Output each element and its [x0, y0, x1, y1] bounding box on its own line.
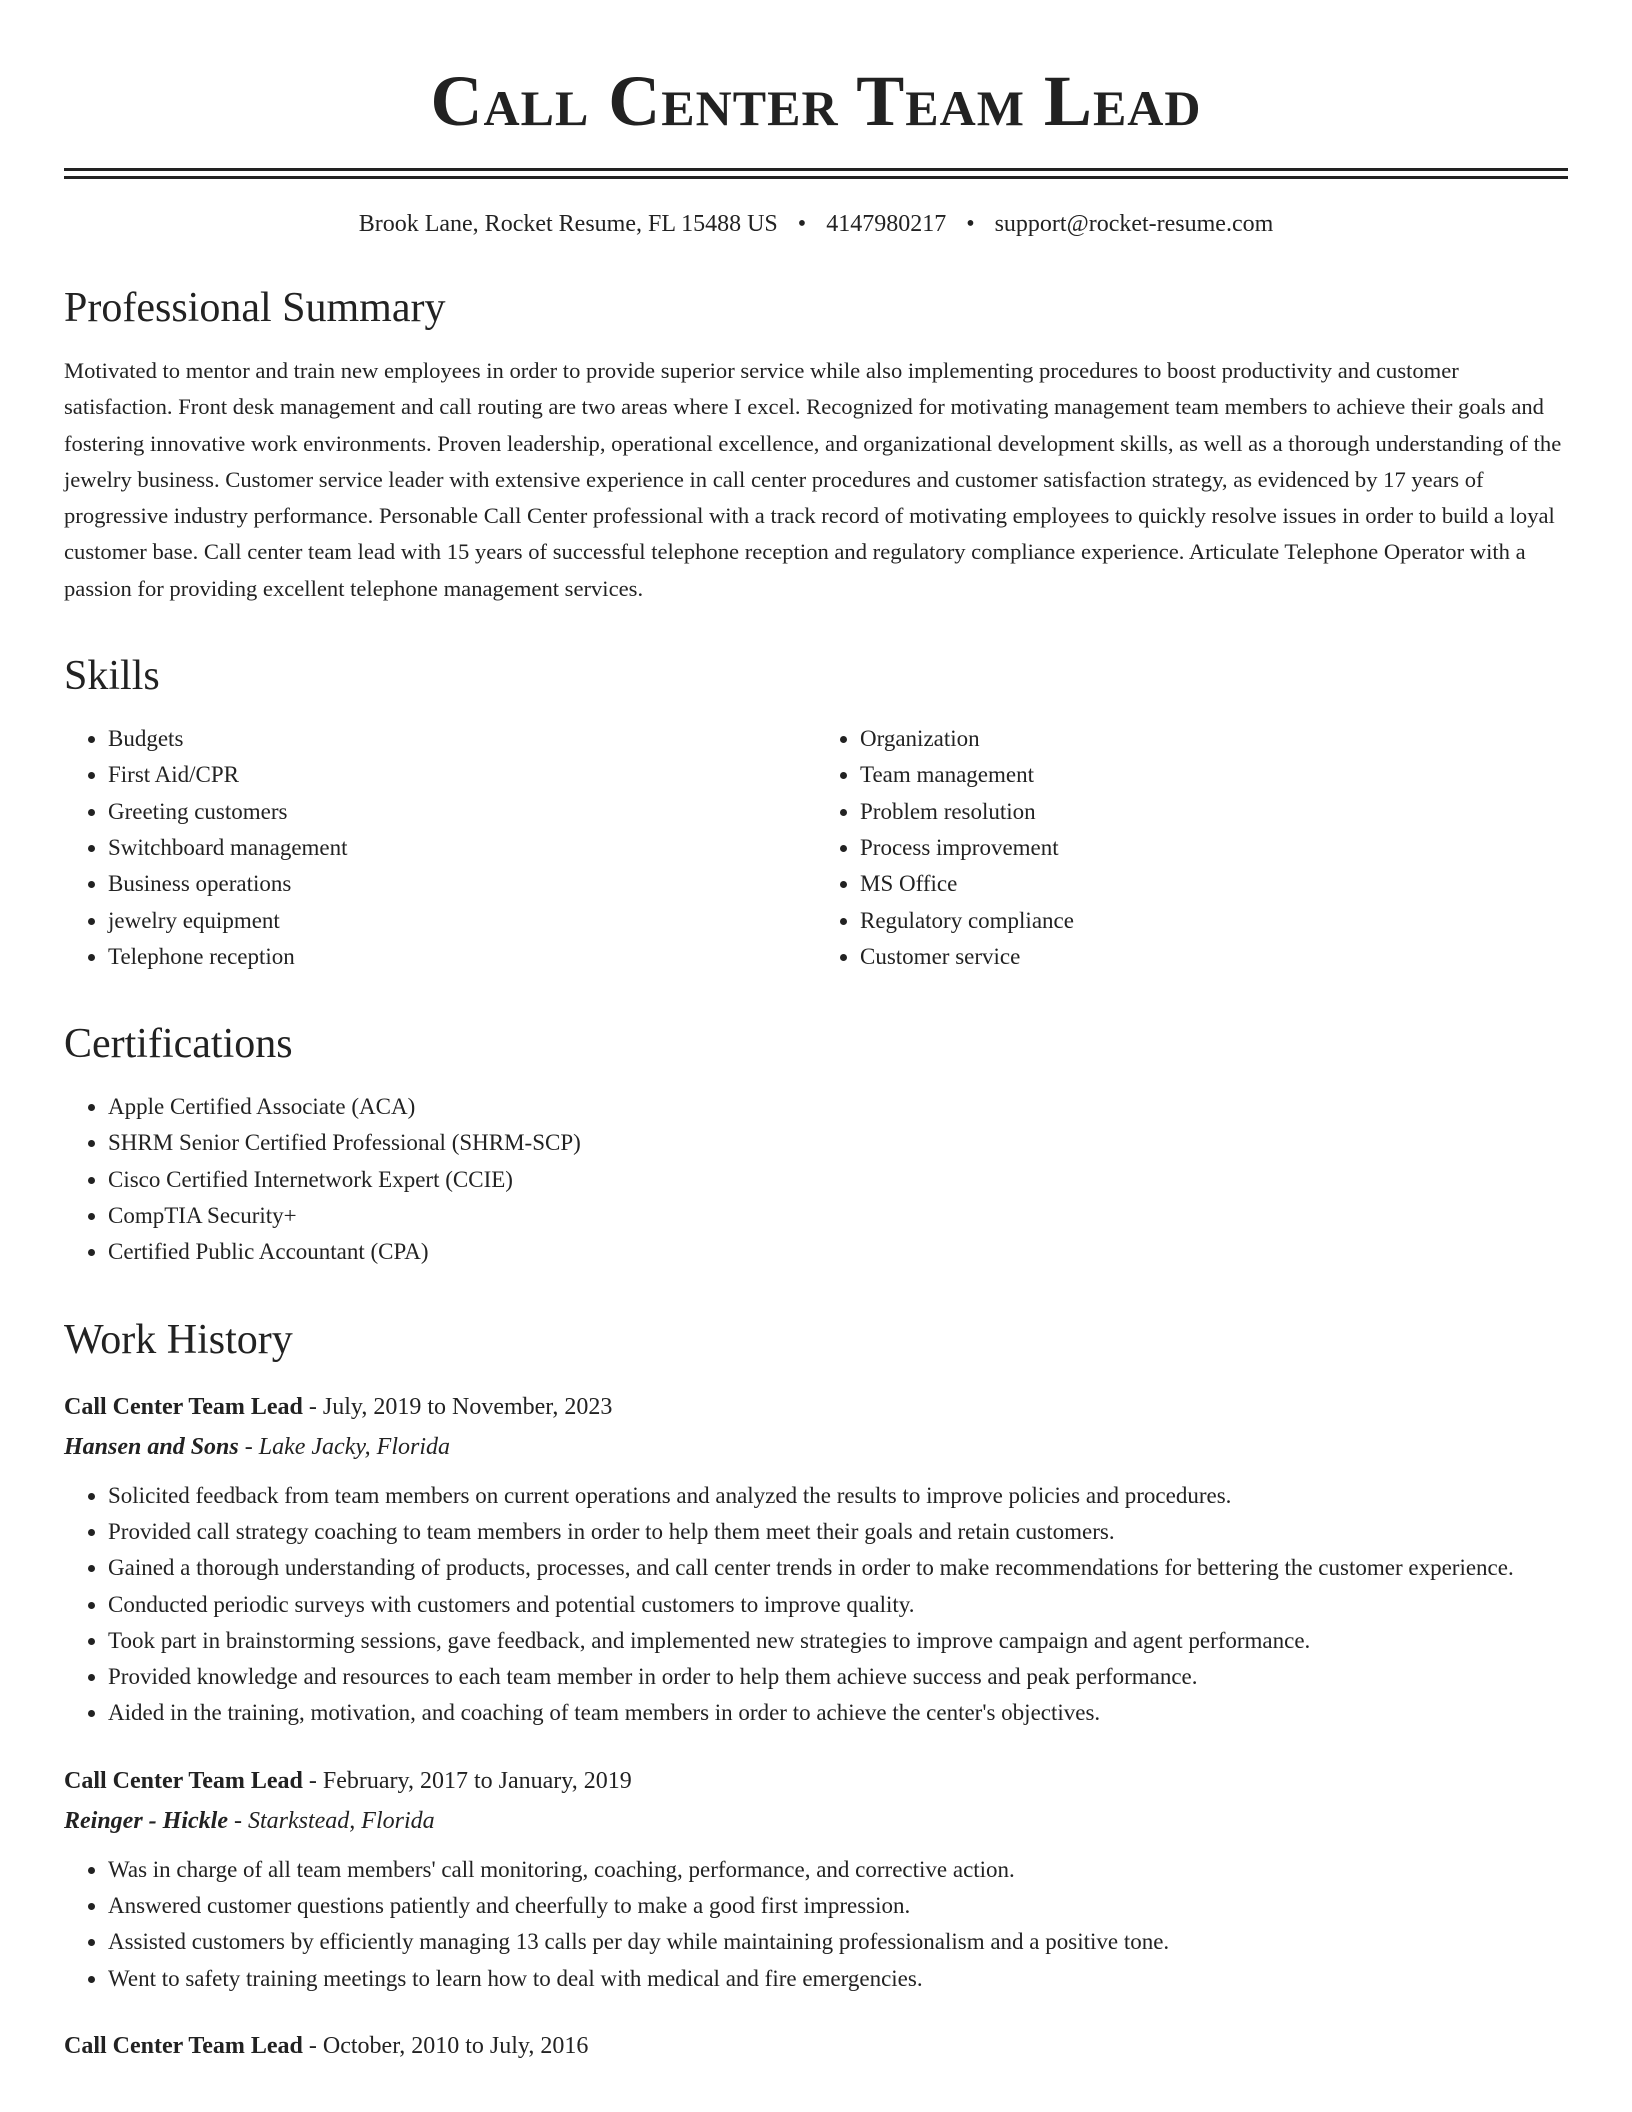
work-history-heading: Work History — [64, 1316, 293, 1363]
job-bullet: • Gained a thorough understanding of products, processes, and call center trends in order to make recommendations for bettering the customer experience. — [108, 1550, 1568, 1586]
summary-text: Motivated to mentor and train new employees in order to provide superior service while also implementing procedures to boost productivity and customer satisfaction. Front desk management and call routing are two areas where I excel. Recognized for motivating management team members to achieve their goals and fostering innovative work environments. Proven leadership, operational excellence, and organizational development skills, as well as a thorough understanding of the jewelry business. Customer service leader with extensive experience in call center procedures and customer satisfaction strategy, as evidenced by 17 years of progressive industry performance. Personable Call Center professional with a track record of motivating employees to quickly resolve issues in order to build a loyal customer base. Call center team lead with 15 years of successful telephone reception and regulatory compliance experience. Articulate Telephone Operator with a passion for providing excellent telephone management services. — [64, 358, 1562, 601]
skill-item: • Organization — [860, 721, 1568, 757]
certification-item: • SHRM Senior Certified Professional (SHRM-SCP) — [108, 1125, 1568, 1161]
skill-item: • Team management — [860, 757, 1568, 793]
job-dates: - February, 2017 to January, 2019 — [302, 1767, 632, 1794]
skill-item: • MS Office — [860, 866, 1568, 902]
certifications-heading: Certifications — [64, 1021, 293, 1068]
job-bullets — [64, 1852, 1568, 1997]
job-title: Call Center Team Lead — [64, 1393, 303, 1420]
job-bullet: • Took part in brainstorming sessions, gave feedback, and implemented new strategies to improve campaign and agent performance. — [108, 1623, 1568, 1659]
job-bullet: • Conducted periodic surveys with customers and potential customers to improve quality. — [108, 1587, 1568, 1623]
skill-item: • Greeting customers — [108, 794, 816, 830]
skill-item: • Regulatory compliance — [860, 903, 1568, 939]
job-bullet: • Provided knowledge and resources to each team member in order to help them achieve success and peak performance. — [108, 1659, 1568, 1695]
skill-item: • Budgets — [108, 721, 816, 757]
job-title-line — [64, 1387, 1568, 1427]
contact-line — [64, 209, 1568, 239]
skill-item: • Process improvement — [860, 830, 1568, 866]
certification-item: • Cisco Certified Internetwork Expert (CCIE) — [108, 1162, 1568, 1198]
certifications-list — [64, 1089, 1568, 1270]
skill-item: • jewelry equipment — [108, 903, 816, 939]
job-bullet: • Assisted customers by efficiently managing 13 calls per day while maintaining professionalism and a positive tone. — [108, 1924, 1568, 1960]
job-employer-line — [64, 1427, 1568, 1467]
job-title: Call Center Team Lead — [64, 2032, 303, 2059]
resume-name: Call Center Team Lead — [430, 61, 1202, 141]
job-entry — [64, 1761, 1568, 1997]
job-bullet: • Provided call strategy coaching to team members in order to help them meet their goals and retain customers. — [108, 1514, 1568, 1550]
skill-item: • First Aid/CPR — [108, 757, 816, 793]
job-location: - Lake Jacky, Florida — [238, 1433, 451, 1460]
contact-address: Brook Lane, Rocket Resume, FL 15488 US — [358, 211, 778, 237]
header-divider — [64, 168, 1568, 179]
job-bullets — [64, 1478, 1568, 1732]
job-bullet: • Aided in the training, motivation, and coaching of team members in order to achieve the center's objectives. — [108, 1695, 1568, 1731]
skill-item: • Switchboard management — [108, 830, 816, 866]
summary-heading: Professional Summary — [64, 285, 446, 331]
job-title-line — [64, 2026, 1568, 2066]
skill-item: • Problem resolution — [860, 794, 1568, 830]
certification-item: • Certified Public Accountant (CPA) — [108, 1234, 1568, 1270]
contact-email: support@rocket-resume.com — [994, 211, 1274, 237]
job-bullet: • Went to safety training meetings to learn how to deal with medical and fire emergencies. — [108, 1961, 1568, 1997]
job-title: Call Center Team Lead — [64, 1767, 303, 1794]
skill-item: • Business operations — [108, 866, 816, 902]
skill-item: • Telephone reception — [108, 939, 816, 975]
job-employer-line — [64, 1801, 1568, 1841]
skill-item: • Customer service — [860, 939, 1568, 975]
contact-phone: 4147980217 — [826, 211, 947, 237]
certification-item: • Apple Certified Associate (ACA) — [108, 1089, 1568, 1125]
job-bullet: • Was in charge of all team members' call monitoring, coaching, performance, and corrective action. — [108, 1852, 1568, 1888]
job-location: - Starkstead, Florida — [227, 1807, 435, 1834]
job-entry — [64, 2026, 1568, 2066]
contact-separator: • — [966, 211, 975, 237]
job-bullet: • Solicited feedback from team members on current operations and analyzed the results to improve policies and procedures. — [108, 1478, 1568, 1514]
job-entry — [64, 1387, 1568, 1732]
job-title-line — [64, 1761, 1568, 1801]
skills-columns — [64, 721, 1568, 975]
skills-list-right — [816, 721, 1568, 975]
job-bullet: • Answered customer questions patiently and cheerfully to make a good first impression. — [108, 1888, 1568, 1924]
job-company: Hansen and Sons — [64, 1433, 239, 1460]
skills-heading: Skills — [64, 653, 160, 700]
job-dates: - October, 2010 to July, 2016 — [302, 2032, 589, 2059]
certification-item: • CompTIA Security+ — [108, 1198, 1568, 1234]
skills-list-left — [64, 721, 816, 975]
job-dates: - July, 2019 to November, 2023 — [302, 1393, 613, 1420]
contact-separator: • — [797, 211, 807, 237]
job-company: Reinger - Hickle — [64, 1807, 228, 1834]
